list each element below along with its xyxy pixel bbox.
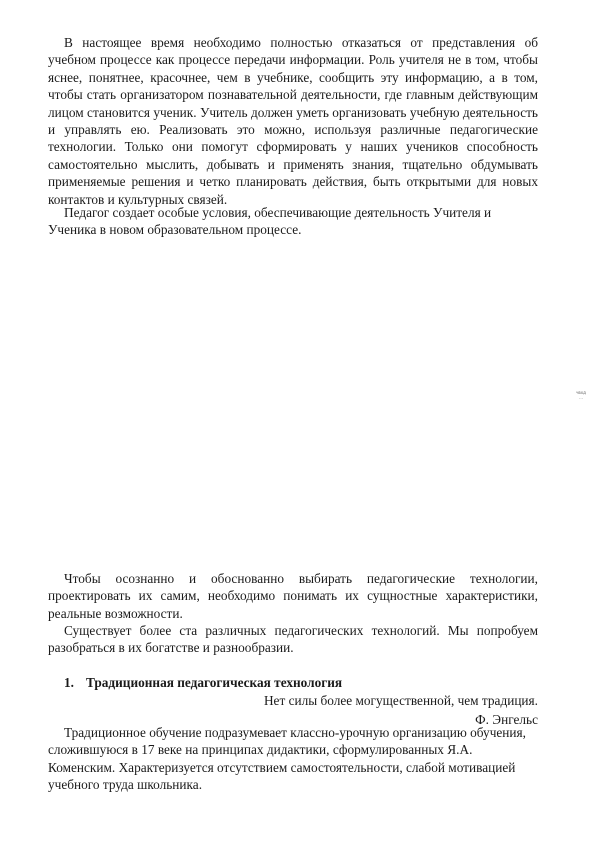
technologies-count-paragraph: Существует более ста различных педагогических технологий. Мы попробуем разобраться в их богатстве и разнообразии.	[48, 623, 538, 656]
epigraph-author: Ф. Энгельс	[475, 712, 538, 727]
margin-mark-line: ...	[579, 395, 583, 400]
margin-mark	[574, 390, 588, 400]
technology-choice-paragraph: Чтобы осознанно и обоснованно выбирать педагогические технологии, проектировать их самим, необходимо понимать их сущностные характеристики, реальные возможности.	[48, 571, 538, 621]
section-number: 1.	[64, 675, 74, 690]
section-title: Традиционная педагогическая технология	[86, 675, 343, 690]
teacher-conditions-paragraph: Педагог создает особые условия, обеспечивающие деятельность Учителя и Ученика в новом образовательном процессе.	[48, 205, 492, 238]
traditional-learning-paragraph: Традиционное обучение подразумевает классно-урочную организацию обучения, сложившуюся в 17 веке на принципах дидактики, сформулированных Я.А. Коменским. Характеризуется отсутствием самостоятельности, слабой мотивацией учебного труда школьника.	[48, 725, 526, 793]
epigraph-quote: Нет силы более могущественной, чем традиция.	[263, 693, 538, 708]
intro-paragraph: В настоящее время необходимо полностью отказаться от представления об учебном процессе как процессе передачи информации. Роль учителя не в том, чтобы яснее, понятнее, красочнее, чем в учебнике, сообщить эту информацию, а в том, чтобы стать организатором познавательной деятельности, где главным действующим лицом становится ученик. Учитель должен уметь организовать учебную деятельность и управлять ею. Реализовать это можно, используя различные педагогические технологии. Только они помогут сформировать у наших учеников способность самостоятельно мыслить, добывать и применять знания, тщательно обдумывать применяемые решения и четко планировать действия, быть открытыми для новых контактов и культурных связей.	[48, 35, 538, 207]
section-heading	[64, 674, 342, 691]
margin-mark-line: чвхд	[576, 390, 586, 395]
